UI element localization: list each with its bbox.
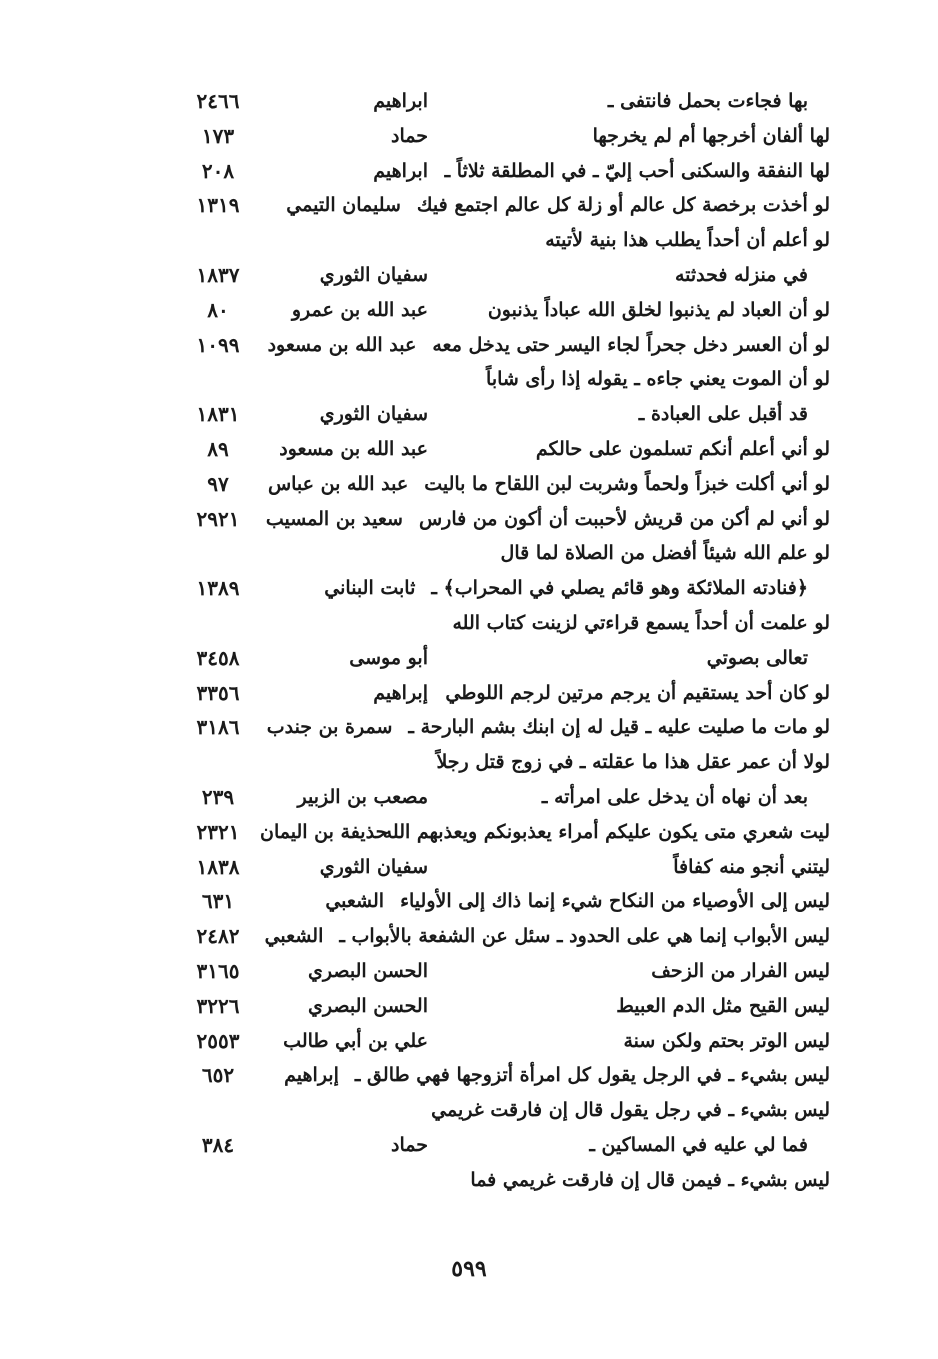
entry-text: ليس الفرار من الزحف [651, 959, 830, 982]
entry-narrator: أبو موسى [349, 646, 428, 669]
index-entry [180, 188, 830, 223]
entry-narrator: سليمان التيمي [286, 194, 401, 217]
entry-text: فما لي عليه في المساكين ـ [589, 1133, 808, 1156]
entry-text: لو أن الموت يعني جاءه ـ يقوله إذا رأى شاباً [486, 368, 830, 391]
entry-number: ٩٧ [207, 471, 229, 496]
entry-narrator: إبراهيم [284, 1064, 339, 1087]
index-entry [180, 502, 830, 537]
entry-narrator: سعيد بن المسيب [265, 507, 403, 530]
index-entry [180, 467, 830, 502]
entry-text: ليس القيح مثل الدم العبيط [616, 994, 830, 1017]
index-entry [180, 397, 830, 432]
index-entry [180, 223, 830, 258]
entry-narrator: عبد الله بن عمرو [291, 298, 428, 321]
entry-number: ٣٣٥٦ [196, 680, 240, 705]
entry-number: ٣١٦٥ [196, 958, 240, 983]
entry-number: ٢٤٨٢ [196, 924, 240, 949]
entry-text: بها فجاءت بحمل فانتفى ـ [607, 90, 808, 112]
entry-number: ٨٩ [207, 436, 229, 461]
entry-text: لو أن العسر دخل جحراً لجاء اليسر حتى يدخل معه [432, 333, 830, 356]
entry-text: لو علمت أن أحداً يسمع قراءتي لزينت كتاب الله [452, 611, 830, 634]
index-entry [180, 1163, 830, 1198]
entry-narrator: سفيان الثوري [319, 263, 428, 286]
entry-narrator: حذيفة بن اليمان [260, 820, 388, 843]
entry-narrator: سمرة بن جندب [266, 716, 393, 739]
entry-text: لو مات ما صليت عليه ـ قيل له إن ابنك بشم البارحة ـ [408, 716, 830, 739]
entry-narrator: ابراهيم [373, 159, 428, 182]
entry-narrator: إبراهيم [373, 681, 428, 704]
entry-text: ﴿فنادته الملائكة وهو قائم يصلي في المحراب﴾ ـ [431, 577, 808, 600]
index-entry [180, 536, 830, 571]
index-entry [180, 606, 830, 641]
page-number: ٥٩٩ [451, 1256, 487, 1282]
entry-number: ١٠٩٩ [196, 332, 240, 357]
entry-narrator: مصعب بن الزبير [297, 785, 428, 808]
index-entry [180, 884, 830, 919]
entry-narrator: سفيان الثوري [319, 403, 428, 426]
entry-text: ليتني أنجو منه كفافاً [673, 855, 830, 878]
entry-text: لها ألفان أخرجها أم لم يخرجها [592, 124, 830, 147]
entry-narrator: الحسن البصري [308, 994, 428, 1017]
entry-text: لو أني لم أكن من قريش لأحببت أن أكون من فارس [418, 507, 830, 530]
entry-number: ١٣١٩ [196, 193, 240, 218]
entry-text: قد أقبل على العبادة ـ [638, 403, 808, 426]
index-entry [180, 710, 830, 745]
index-entry [180, 1128, 830, 1163]
entry-narrator: عبد الله بن عباس [267, 472, 409, 495]
index-entry [180, 258, 830, 293]
entry-narrator: ابراهيم [373, 90, 428, 112]
entry-text: ليس الأبواب إنما هي على الحدود ـ سئل عن الشفعة بالأبواب ـ [339, 925, 830, 948]
entry-number: ٢٤٦٦ [196, 89, 240, 113]
index-entry [180, 328, 830, 363]
entry-narrator: علي بن أبي طالب [283, 1029, 428, 1052]
index-entry [180, 989, 830, 1024]
entry-number: ١٧٣ [201, 123, 235, 148]
entry-text: لو علم الله شيئاً أفضل من الصلاة لما قال [500, 542, 830, 565]
entry-number: ١٨٣٨ [196, 854, 240, 879]
index-entry [180, 815, 830, 850]
index-table [180, 84, 830, 1198]
entry-text: ليس بشيء ـ في الرجل يقول كل امرأة أتزوجها فهي طالق ـ [354, 1064, 830, 1087]
index-entry [180, 919, 830, 954]
entry-narrator: الحسن البصري [308, 959, 428, 982]
entry-text: لو أني أكلت خبزاً ولحماً وشربت لبن اللقاح ما باليت [424, 472, 830, 495]
entry-number: ٦٥٢ [201, 1063, 235, 1088]
entry-number: ٣٢٢٦ [196, 993, 240, 1018]
entry-number: ٨٠ [207, 297, 229, 322]
entry-text: لو أعلم أن أحداً يطلب هذا بنية لأتيته [545, 229, 830, 252]
entry-text: في منزله فحدثته [674, 263, 808, 286]
entry-number: ٢٣٩ [201, 784, 235, 809]
entry-text: لها النفقة والسكنى أحب إليّ ـ في المطلقة ثلاثاً ـ [444, 159, 830, 182]
index-entry [180, 641, 830, 676]
index-entry [180, 362, 830, 397]
entry-number: ٣٨٤ [201, 1132, 235, 1157]
entry-number: ١٣٨٩ [196, 576, 240, 601]
index-entry [180, 571, 830, 606]
index-entry [180, 84, 830, 119]
entry-narrator: حماد [391, 1133, 428, 1156]
entry-text: ليس إلى الأوصياء من النكاح شيء إنما ذاك إلى الأولياء [400, 890, 830, 913]
index-entry [180, 745, 830, 780]
index-entry [180, 293, 830, 328]
entry-narrator: الشعبي [325, 890, 385, 913]
entry-number: ٣١٨٦ [196, 715, 240, 740]
entry-number: ٢٠٨ [201, 158, 235, 183]
entry-narrator: الشعبي [264, 925, 324, 948]
index-entry [180, 780, 830, 815]
index-entry [180, 432, 830, 467]
entry-text: لولا أن عمر عقل هذا ما عقلته ـ في زوج قتل رجلاً [436, 751, 830, 774]
index-entry [180, 1024, 830, 1059]
entry-text: ليس بشيء ـ في رجل يقول قال إن فارقت غريمي [431, 1099, 830, 1122]
entry-narrator: عبد الله بن مسعود [279, 437, 428, 460]
index-entry [180, 954, 830, 989]
entry-narrator: عبد الله بن مسعود [267, 333, 417, 356]
entry-text: ليت شعري متى يكون عليكم أمراء يعذبونكم ويعذبهم الله [382, 820, 830, 843]
index-entry [180, 1093, 830, 1128]
entry-number: ٢٣٢١ [196, 819, 240, 844]
entry-number: ٢٩٢١ [196, 506, 240, 531]
entry-number: ٢٥٥٣ [196, 1028, 240, 1053]
entry-text: لو أن العباد لم يذنبوا لخلق الله عباداً يذنبون [487, 298, 830, 321]
index-entry [180, 1058, 830, 1093]
entry-text: بعد أن نهاه أن يدخل على امرأته ـ [541, 785, 808, 808]
entry-number: ٣٤٥٨ [196, 645, 240, 670]
index-entry [180, 154, 830, 189]
entry-text: ليس الوتر بحتم ولكن سنة [623, 1029, 830, 1052]
entry-number: ١٨٣١ [196, 402, 240, 427]
entry-text: ليس بشيء ـ فيمن قال إن فارقت غريمي فما [470, 1168, 830, 1191]
index-entry [180, 119, 830, 154]
entry-narrator: ثابت البناني [324, 577, 416, 600]
entry-number: ٦٣١ [201, 889, 235, 914]
index-entry [180, 676, 830, 711]
entry-text: لو كان أحد يستقيم أن يرجم مرتين لرجم اللوطي [445, 681, 830, 704]
entry-narrator: حماد [391, 124, 428, 147]
entry-number: ١٨٣٧ [196, 262, 240, 287]
entry-narrator: سفيان الثوري [319, 855, 428, 878]
entry-text: لو أخذت برخصة كل عالم أو زلة كل عالم اجتمع فيك [416, 194, 830, 217]
index-entry [180, 850, 830, 885]
entry-text: تعالى بصوتي [706, 646, 808, 669]
entry-text: لو أني أعلم أنكم تسلمون على حالكم [535, 437, 830, 460]
